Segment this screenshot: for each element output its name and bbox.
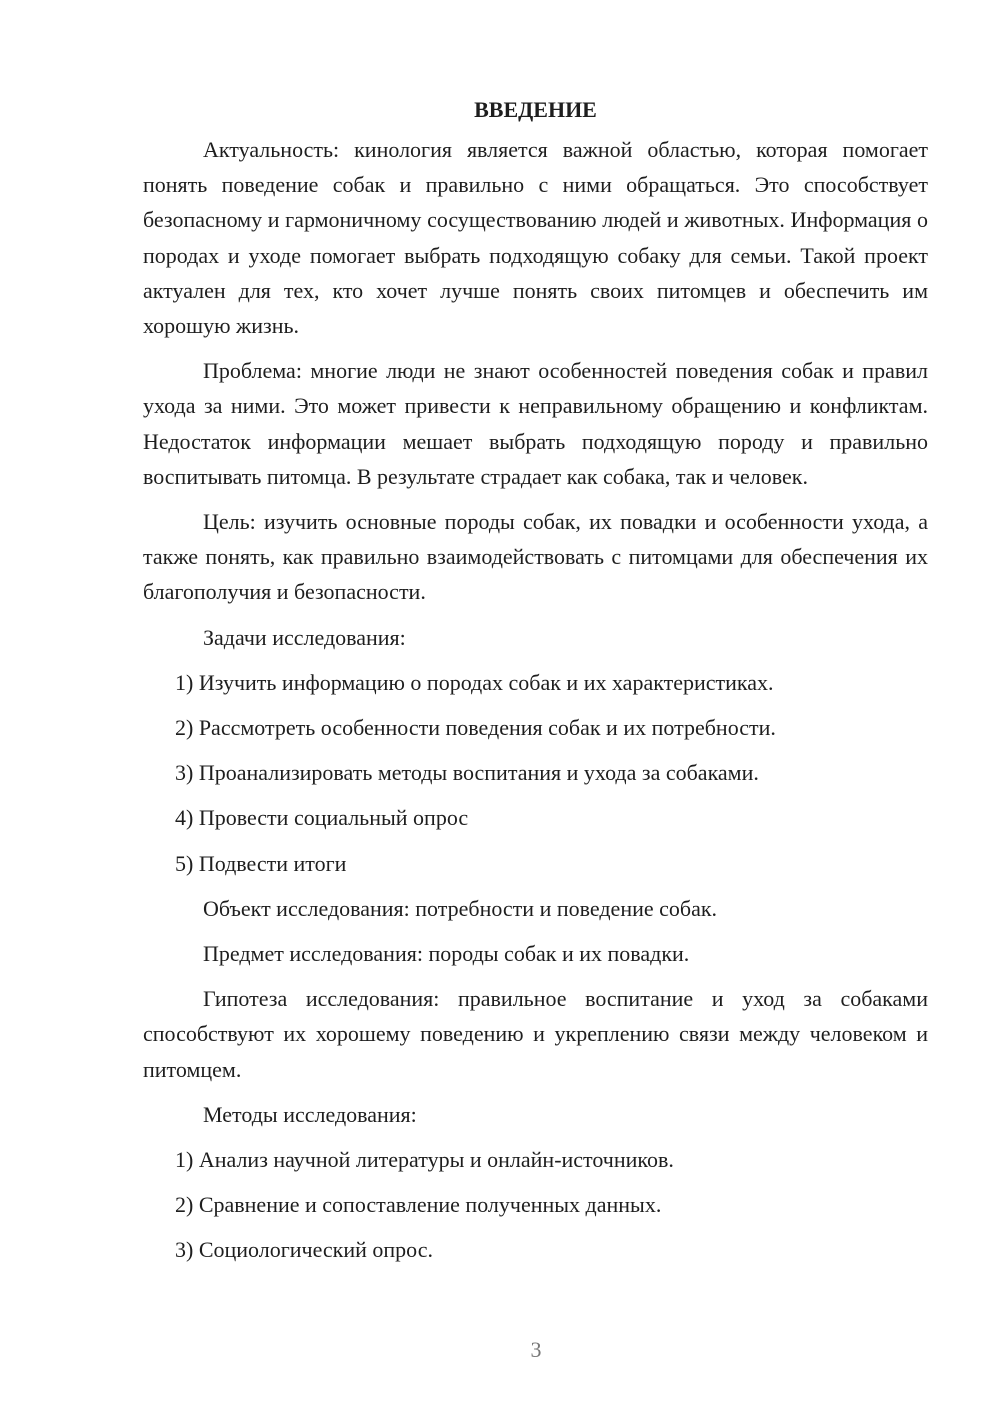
- object-line: Объект исследования: потребности и поведение собак.: [203, 895, 718, 921]
- task-item: 5) Подвести итоги: [175, 850, 347, 876]
- hypothesis-paragraph: Гипотеза исследования: правильное воспитание и уход за собаками способствуют их хорошему поведению и укреплению связи между человеком и питомцем.: [143, 986, 928, 1082]
- method-item: 3) Социологический опрос.: [175, 1237, 433, 1263]
- task-item: 4) Провести социальный опрос: [175, 805, 469, 831]
- page-number: 3: [530, 1337, 542, 1362]
- task-item: 2) Рассмотреть особенности поведения собак и их потребности.: [175, 715, 776, 741]
- method-item: 1) Анализ научной литературы и онлайн-источников.: [175, 1147, 674, 1173]
- page-title: ВВЕДЕНИЕ: [474, 97, 597, 122]
- document-page: [143, 92, 928, 1278]
- task-item: 3) Проанализировать методы воспитания и ухода за собаками.: [175, 760, 759, 786]
- subject-line: Предмет исследования: породы собак и их повадки.: [203, 941, 690, 967]
- tasks-label: Задачи исследования:: [203, 624, 406, 650]
- relevance-paragraph: Актуальность: кинология является важной областью, которая помогает понять поведение собак и правильно с ними обращаться. Это способствует безопасному и гармоничному сосуществованию людей и животных. Информация о породах и уходе помогает выбрать подходящую собаку для семьи. Такой проект актуален для тех, кто хочет лучше понять своих питомцев и обеспечить им хорошую жизнь.: [143, 137, 928, 339]
- method-item: 2) Сравнение и сопоставление полученных данных.: [175, 1192, 662, 1218]
- task-item: 1) Изучить информацию о породах собак и их характеристиках.: [175, 669, 774, 695]
- goal-paragraph: Цель: изучить основные породы собак, их повадки и особенности ухода, а также понять, как правильно взаимодействовать с питомцами для обеспечения их благополучия и безопасности.: [143, 509, 928, 605]
- methods-label: Методы исследования:: [203, 1101, 417, 1127]
- problem-paragraph: Проблема: многие люди не знают особенностей поведения собак и правил ухода за ними. Это может привести к неправильному обращению и конфликтам. Недостаток информации мешает выбрать подходящую породу и правильно воспитывать питомца. В результате страдает как собака, так и человек.: [143, 358, 928, 489]
